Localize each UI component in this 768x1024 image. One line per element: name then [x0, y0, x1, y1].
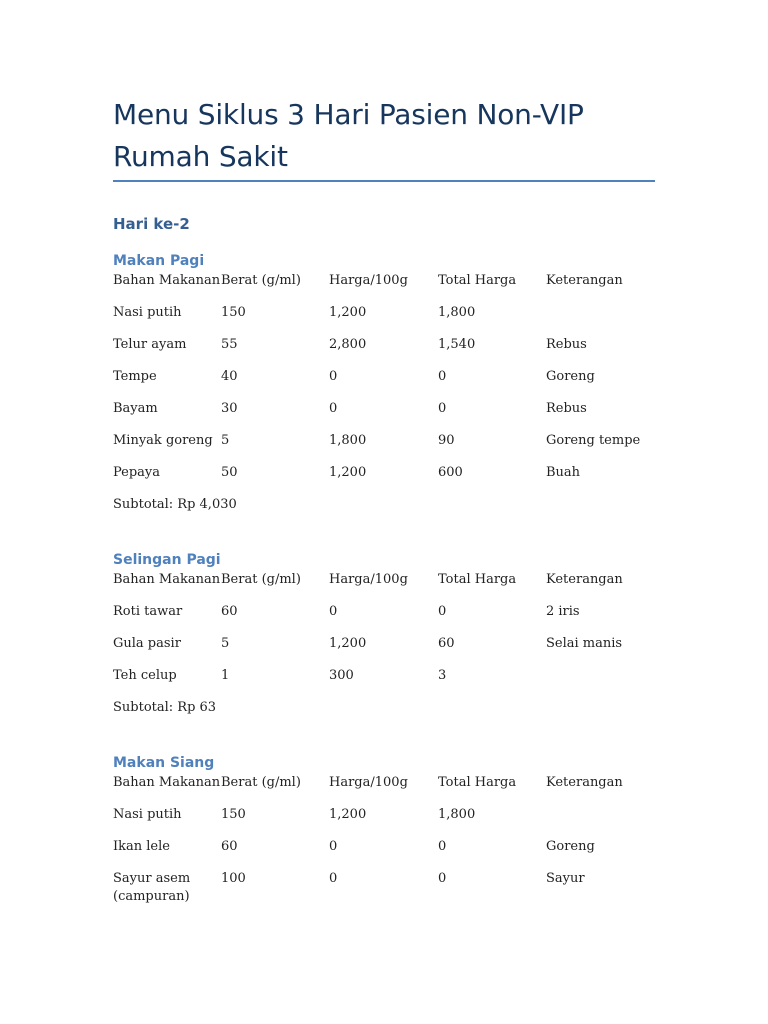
day-heading: Hari ke-2 [113, 215, 190, 233]
document-title [113, 94, 655, 178]
section-subtotal: Subtotal: Rp 4,030 [113, 497, 237, 512]
column-header-bahan: Bahan Makanan [113, 775, 221, 790]
column-header-harga: Harga/100g [329, 775, 408, 790]
cell-harga: 0 [329, 871, 338, 886]
cell-bahan: Ikan lele [113, 839, 170, 854]
cell-berat: 50 [221, 465, 238, 480]
cell-keterangan: 2 iris [546, 604, 580, 619]
cell-total: 0 [438, 604, 447, 619]
table-row [113, 838, 655, 870]
cell-berat: 40 [221, 369, 238, 384]
cell-total: 0 [438, 401, 447, 416]
cell-keterangan [546, 304, 655, 336]
table-row [113, 806, 655, 838]
menu-table [113, 272, 655, 496]
document-title-line-1: Menu Siklus 3 Hari Pasien Non-VIP [113, 98, 584, 131]
cell-bahan: Gula pasir [113, 636, 181, 651]
cell-berat: 5 [221, 636, 230, 651]
table-row [113, 368, 655, 400]
cell-bahan: Bayam [113, 401, 158, 416]
cell-harga: 1,800 [329, 433, 367, 448]
cell-bahan: Roti tawar [113, 604, 183, 619]
cell-harga: 1,200 [329, 465, 367, 480]
cell-harga: 0 [329, 401, 338, 416]
column-header-keterangan: Keterangan [546, 775, 623, 790]
cell-berat: 55 [221, 337, 238, 352]
cell-keterangan [546, 667, 655, 699]
cell-bahan: Teh celup [113, 668, 177, 683]
cell-keterangan: Rebus [546, 401, 587, 416]
cell-harga: 0 [329, 604, 338, 619]
section-heading: Makan Pagi [113, 253, 205, 269]
cell-harga: 1,200 [329, 305, 367, 320]
cell-total: 1,540 [438, 337, 476, 352]
cell-total: 0 [438, 839, 447, 854]
cell-keterangan: Selai manis [546, 636, 623, 651]
cell-bahan: Minyak goreng [113, 433, 213, 448]
cell-berat: 150 [221, 807, 246, 822]
table-row [113, 464, 655, 496]
menu-table [113, 774, 655, 906]
cell-harga: 0 [329, 369, 338, 384]
document-title-line-2: Rumah Sakit [113, 140, 288, 173]
cell-keterangan: Sayur [546, 871, 585, 886]
cell-berat: 60 [221, 604, 238, 619]
cell-bahan: Telur ayam [113, 337, 187, 352]
column-header-berat: Berat (g/ml) [221, 775, 301, 790]
cell-berat: 1 [221, 668, 230, 683]
cell-keterangan [546, 806, 655, 838]
column-header-bahan: Bahan Makanan [113, 273, 221, 288]
cell-keterangan: Goreng [546, 839, 595, 854]
table-row [113, 870, 655, 906]
cell-total: 60 [438, 636, 455, 651]
cell-harga: 0 [329, 839, 338, 854]
section-heading: Selingan Pagi [113, 552, 221, 568]
table-header-row [113, 272, 655, 304]
cell-berat: 30 [221, 401, 238, 416]
column-header-berat: Berat (g/ml) [221, 572, 301, 587]
table-row [113, 336, 655, 368]
cell-berat: 5 [221, 433, 230, 448]
column-header-keterangan: Keterangan [546, 273, 623, 288]
cell-total: 1,800 [438, 305, 476, 320]
title-underline-rule [113, 180, 655, 182]
cell-total: 90 [438, 433, 455, 448]
cell-bahan: Sayur asem (campuran) [113, 871, 191, 904]
column-header-total: Total Harga [438, 572, 517, 587]
column-header-keterangan: Keterangan [546, 572, 623, 587]
column-header-total: Total Harga [438, 775, 517, 790]
cell-harga: 2,800 [329, 337, 367, 352]
section-makan-pagi [113, 250, 655, 514]
cell-bahan: Pepaya [113, 465, 161, 480]
cell-bahan: Nasi putih [113, 305, 182, 320]
cell-berat: 100 [221, 871, 246, 886]
cell-keterangan: Goreng [546, 369, 595, 384]
cell-keterangan: Goreng tempe [546, 433, 641, 448]
column-header-harga: Harga/100g [329, 273, 408, 288]
cell-keterangan: Buah [546, 465, 581, 480]
cell-total: 600 [438, 465, 463, 480]
cell-berat: 60 [221, 839, 238, 854]
section-makan-siang [113, 752, 655, 906]
table-header-row [113, 571, 655, 603]
cell-total: 1,800 [438, 807, 476, 822]
table-row [113, 400, 655, 432]
section-subtotal: Subtotal: Rp 63 [113, 700, 217, 715]
cell-berat: 150 [221, 305, 246, 320]
cell-total: 0 [438, 369, 447, 384]
section-selingan-pagi [113, 549, 655, 717]
table-row [113, 635, 655, 667]
menu-table [113, 571, 655, 699]
cell-keterangan: Rebus [546, 337, 587, 352]
table-row [113, 667, 655, 699]
cell-harga: 1,200 [329, 807, 367, 822]
cell-harga: 300 [329, 668, 354, 683]
cell-total: 3 [438, 668, 447, 683]
section-heading: Makan Siang [113, 755, 215, 771]
cell-bahan: Nasi putih [113, 807, 182, 822]
cell-bahan: Tempe [113, 369, 157, 384]
cell-harga: 1,200 [329, 636, 367, 651]
cell-total: 0 [438, 871, 447, 886]
column-header-total: Total Harga [438, 273, 517, 288]
table-row [113, 304, 655, 336]
table-header-row [113, 774, 655, 806]
column-header-bahan: Bahan Makanan [113, 572, 221, 587]
table-row [113, 603, 655, 635]
column-header-harga: Harga/100g [329, 572, 408, 587]
column-header-berat: Berat (g/ml) [221, 273, 301, 288]
table-row [113, 432, 655, 464]
